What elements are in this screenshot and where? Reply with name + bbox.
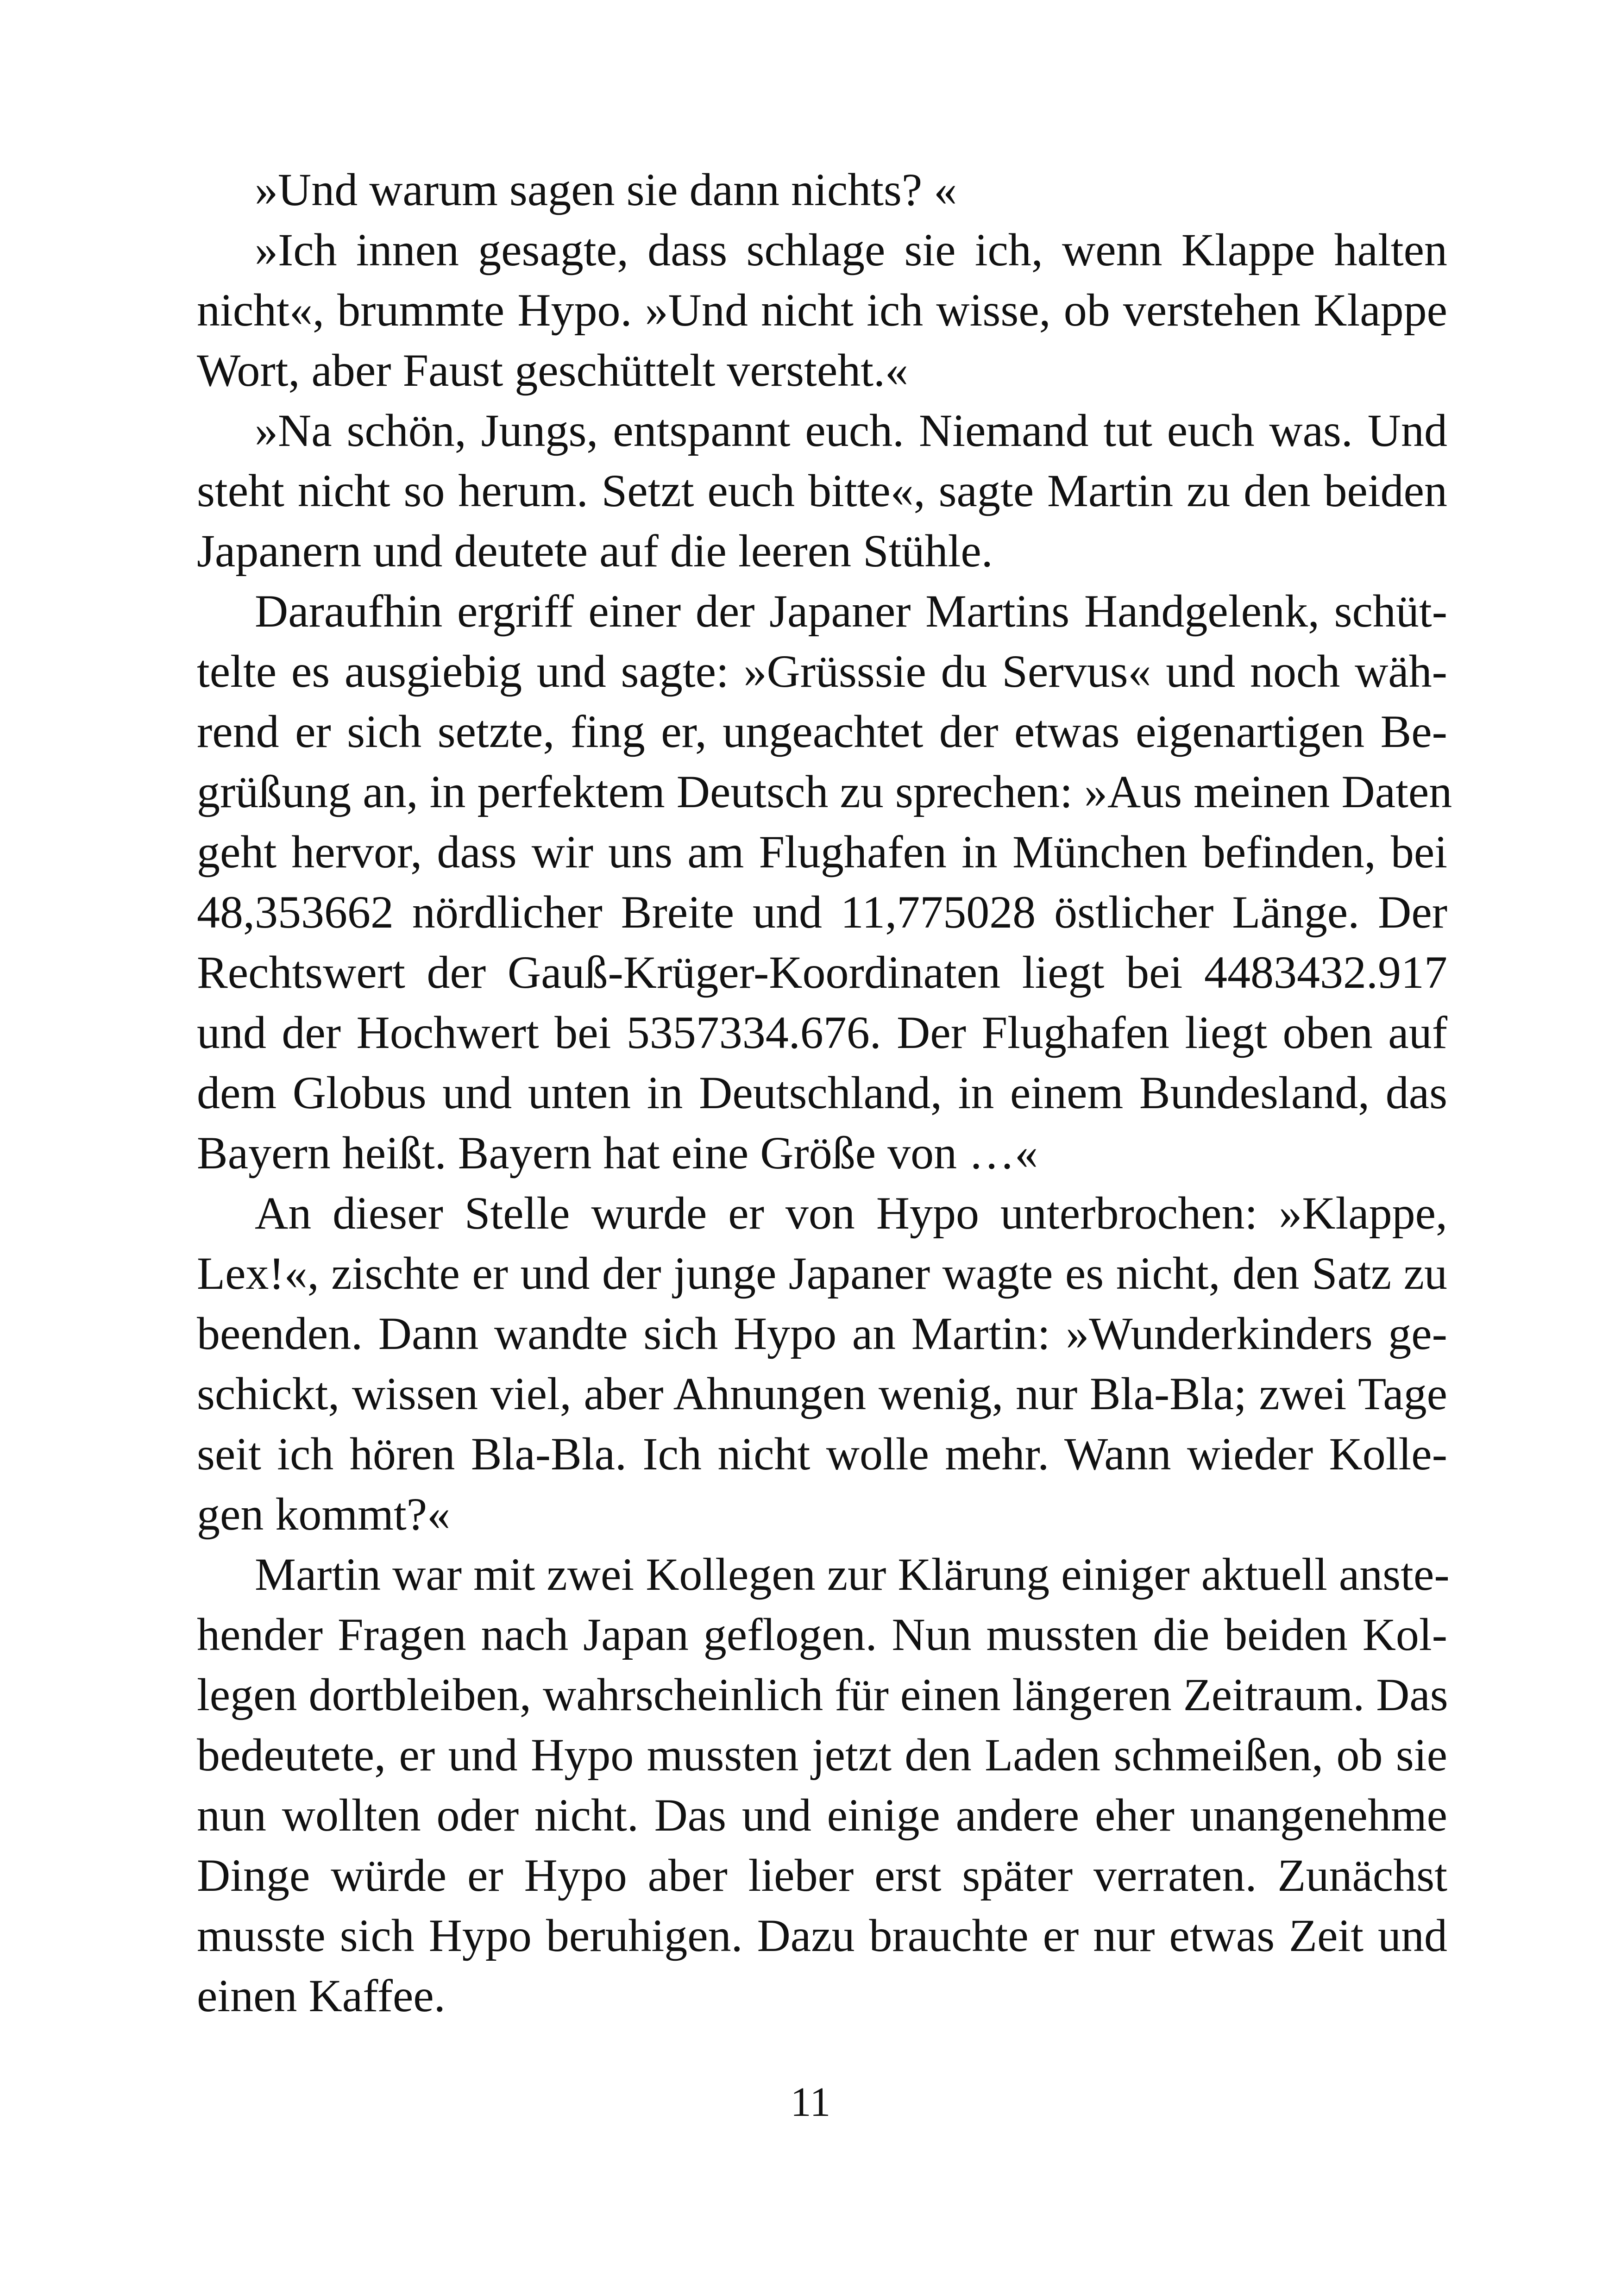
text-line: gen kommt?« <box>197 1488 451 1540</box>
text-line: Japanern und deutete auf die leeren Stühle. <box>197 525 993 577</box>
text-line: Lex!«, zischte er und der junge Japaner wagte es nicht, den Satz zu <box>197 1248 1447 1299</box>
text-line: »Na schön, Jungs, entspannt euch. Niemand tut euch was. Und <box>255 405 1447 456</box>
text-line: Daraufhin ergriff einer der Japaner Martins Handgelenk, schüt- <box>255 585 1447 637</box>
text-line: Rechtswert der Gauß-Krüger-Koordinaten liegt bei 4483432.917 <box>197 947 1447 998</box>
text-line: beenden. Dann wandte sich Hypo an Martin: »Wunderkinders ge- <box>197 1308 1447 1359</box>
text-line: bedeutete, er und Hypo mussten jetzt den Laden schmeißen, ob sie <box>197 1729 1447 1781</box>
text-line: nicht«, brummte Hypo. »Und nicht ich wisse, ob verstehen Klappe <box>197 284 1447 336</box>
text-line: nun wollten oder nicht. Das und einige andere eher unangenehme <box>197 1789 1447 1841</box>
page-number: 11 <box>790 2079 831 2125</box>
text-line: Bayern heißt. Bayern hat eine Größe von …« <box>197 1127 1038 1179</box>
text-line: dem Globus und unten in Deutschland, in einem Bundesland, das <box>197 1067 1447 1118</box>
text-line: legen dortbleiben, wahrscheinlich für einen längeren Zeitraum. Das <box>197 1669 1448 1720</box>
text-line: steht nicht so herum. Setzt euch bitte«, sagte Martin zu den beiden <box>197 465 1447 516</box>
text-line: und der Hochwert bei 5357334.676. Der Flughafen liegt oben auf <box>197 1007 1447 1058</box>
text-line: hender Fragen nach Japan geflogen. Nun mussten die beiden Kol- <box>197 1609 1447 1660</box>
text-line: An dieser Stelle wurde er von Hypo unterbrochen: »Klappe, <box>255 1187 1447 1239</box>
text-line: rend er sich setzte, fing er, ungeachtet der etwas eigenartigen Be- <box>197 706 1447 757</box>
text-line: telte es ausgiebig und sagte: »Grüsssie du Servus« und noch wäh- <box>197 646 1447 697</box>
text-line: Wort, aber Faust geschüttelt versteht.« <box>197 345 908 396</box>
text-line: seit ich hören Bla-Bla. Ich nicht wolle mehr. Wann wieder Kolle- <box>197 1428 1447 1480</box>
text-line: 48,353662 nördlicher Breite und 11,775028 östlicher Länge. Der <box>197 886 1447 938</box>
text-line: Martin war mit zwei Kollegen zur Klärung einiger aktuell anste- <box>255 1549 1450 1600</box>
text-line: musste sich Hypo beruhigen. Dazu brauchte er nur etwas Zeit und <box>197 1910 1447 1961</box>
text-line: schickt, wissen viel, aber Ahnungen wenig, nur Bla-Bla; zwei Tage <box>197 1368 1447 1419</box>
text-line: »Ich innen gesagte, dass schlage sie ich, wenn Klappe halten <box>255 224 1447 276</box>
text-line: »Und warum sagen sie dann nichts? « <box>255 164 957 215</box>
text-line: Dinge würde er Hypo aber lieber erst später verraten. Zunächst <box>197 1850 1447 1901</box>
text-line: geht hervor, dass wir uns am Flughafen in München befinden, bei <box>197 826 1447 878</box>
text-line: grüßung an, in perfektem Deutsch zu sprechen: »Aus meinen Daten <box>197 766 1452 817</box>
text-line: einen Kaffee. <box>197 1970 446 2021</box>
